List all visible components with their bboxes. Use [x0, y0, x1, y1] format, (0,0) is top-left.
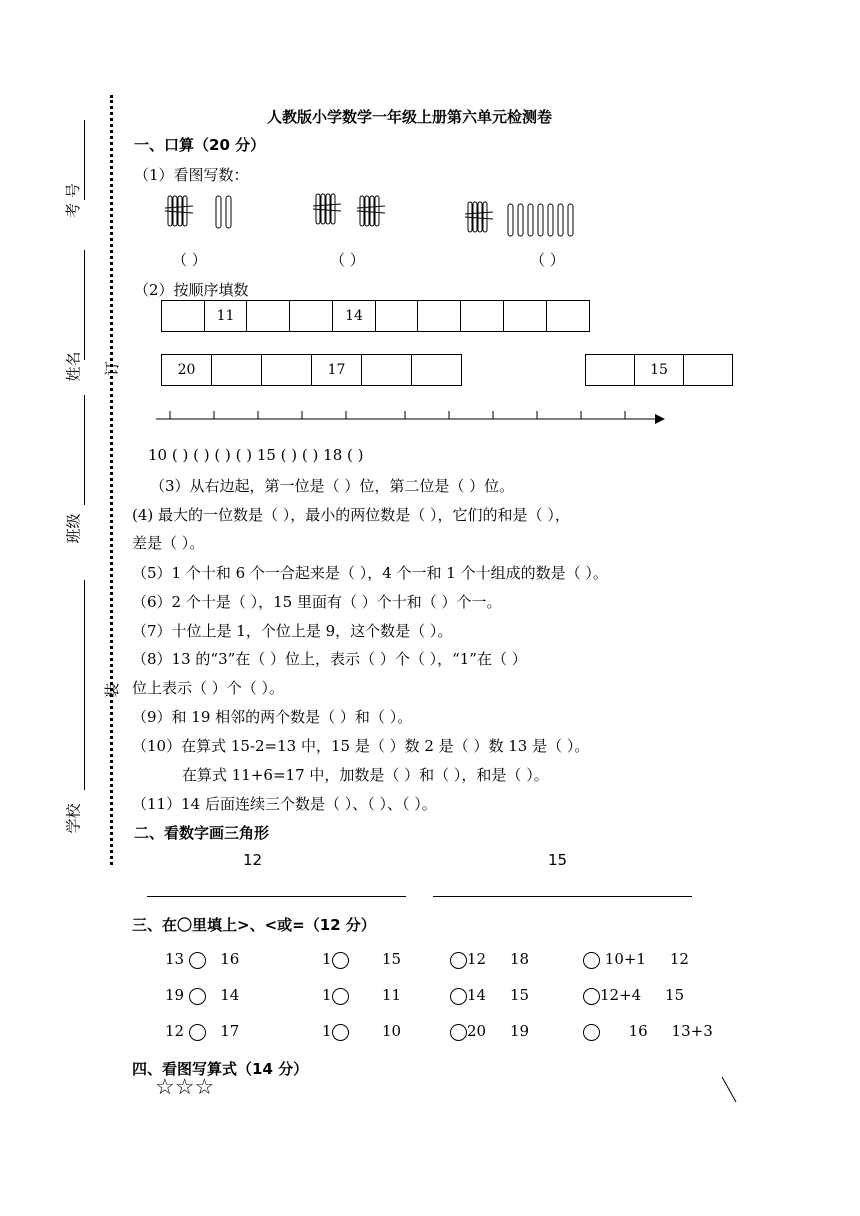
compare-item: 10+1 12 — [583, 950, 689, 969]
compare-circle[interactable] — [450, 1024, 467, 1041]
bundle-icon-2 — [313, 194, 341, 224]
seq-cell[interactable] — [412, 355, 461, 385]
compare-item: 14 15 — [450, 986, 529, 1005]
compare-item: 16 13+3 — [583, 1022, 713, 1041]
exam-no-label: 考 号 — [63, 183, 82, 218]
compare-item: 12 18 — [450, 950, 529, 969]
q1-blank-3[interactable]: （ ） — [530, 251, 565, 269]
q8-line2: 位上表示（ ）个（ ）。 — [132, 679, 285, 697]
class-label: 班级 — [64, 513, 83, 544]
q9: （9）和 19 相邻的两个数是（ ）和（ ）。 — [132, 708, 413, 726]
q10-line2: 在算式 11+6=17 中，加数是（ ）和（ ），和是（ ）。 — [182, 766, 549, 784]
compare-item: 13 16 — [165, 950, 240, 968]
q7: （7）十位上是 1，个位上是 9，这个数是（ ）。 — [132, 622, 453, 640]
binding-dotted-line — [110, 95, 113, 865]
compare-item: 1 10 — [322, 1022, 402, 1040]
single-sticks-3 — [508, 204, 573, 236]
school-label: 学校 — [64, 803, 83, 834]
section3-heading: 三、在〇里填上>、<或=（12 分） — [132, 916, 376, 934]
seq-cell[interactable] — [162, 301, 205, 331]
seq-cell: 20 — [162, 355, 212, 385]
seq-cell: 14 — [333, 301, 376, 331]
compare-circle[interactable] — [332, 1024, 349, 1041]
school-line — [84, 580, 85, 790]
seq-cell[interactable] — [247, 301, 290, 331]
compare-circle[interactable] — [189, 988, 206, 1005]
section1-heading: 一、口算（20 分） — [134, 136, 266, 154]
q1-blank-2[interactable]: （ ） — [330, 251, 365, 269]
seq-cell[interactable] — [586, 355, 635, 385]
compare-item: 1 15 — [322, 950, 402, 968]
binding-zhuang: 装 — [103, 682, 122, 699]
triangle-number-2: 15 — [548, 851, 568, 869]
number-line-labels: 10 ( ) ( ) ( ) ( ) 15 ( ) ( ) 18 ( ) — [148, 446, 364, 464]
triangle-line-2 — [433, 896, 692, 897]
slash-mark — [718, 1075, 740, 1105]
seq-cell[interactable] — [547, 301, 589, 331]
seq-cell[interactable] — [418, 301, 461, 331]
q6: （6）2 个十是（ ），15 里面有（ ）个十和（ ）个一。 — [132, 593, 502, 611]
compare-circle[interactable] — [583, 988, 600, 1005]
seq-cell: 17 — [312, 355, 362, 385]
seq-cell: 15 — [635, 355, 684, 385]
compare-item: 20 19 — [450, 1022, 529, 1041]
sequence-row-3 — [585, 354, 733, 386]
compare-circle[interactable] — [583, 1024, 600, 1041]
compare-circle[interactable] — [583, 952, 600, 969]
seq-cell[interactable] — [376, 301, 418, 331]
triangle-number-1: 12 — [243, 851, 263, 869]
name-line — [84, 250, 85, 360]
q1-label: （1）看图写数： — [134, 166, 249, 184]
bundle-icon-1 — [165, 196, 193, 226]
compare-item: 12+4 15 — [583, 986, 684, 1005]
q11: （11）14 后面连续三个数是（ ）、（ ）、（ ）。 — [132, 795, 437, 813]
compare-item: 1 11 — [322, 986, 402, 1004]
name-label: 姓名 — [64, 351, 83, 382]
page-title: 人教版小学数学一年级上册第六单元检测卷 — [267, 108, 553, 126]
sequence-row-1 — [161, 300, 590, 332]
triangle-line-1 — [147, 896, 406, 897]
compare-circle[interactable] — [450, 988, 467, 1005]
compare-circle[interactable] — [189, 1024, 206, 1041]
seq-cell[interactable] — [504, 301, 547, 331]
section4-heading: 四、看图写算式（14 分） — [132, 1060, 309, 1078]
seq-cell[interactable] — [290, 301, 333, 331]
class-line — [84, 395, 85, 505]
q10-line1: （10）在算式 15-2=13 中，15 是（ ）数 2 是（ ）数 13 是（ ）。 — [132, 737, 590, 755]
compare-item: 12 17 — [165, 1022, 240, 1040]
q5: （5）1 个十和 6 个一合起来是（ ），4 个一和 1 个十组成的数是（ ）。 — [132, 564, 608, 582]
q3: （3）从右边起，第一位是（ ）位，第二位是（ ）位。 — [150, 477, 515, 495]
compare-item: 19 14 — [165, 986, 240, 1004]
seq-cell[interactable] — [362, 355, 412, 385]
q8-line1: （8）13 的“3”在（ ）位上，表示（ ）个（ ），“1”在（ ） — [132, 650, 527, 668]
number-line — [150, 405, 670, 427]
seq-cell[interactable] — [212, 355, 262, 385]
stick-pictures — [160, 192, 600, 240]
star-icons: ☆☆☆ — [155, 1075, 215, 1100]
seq-cell: 11 — [205, 301, 247, 331]
bundle-icon-3 — [357, 196, 385, 226]
bundle-icon-4 — [465, 202, 493, 232]
compare-circle[interactable] — [450, 952, 467, 969]
compare-circle[interactable] — [332, 952, 349, 969]
q4-line1: (4) 最大的一位数是（ ），最小的两位数是（ ），它们的和是（ ）， — [132, 506, 570, 524]
seq-cell[interactable] — [262, 355, 312, 385]
binding-ding: 订 — [103, 360, 122, 377]
section2-heading: 二、看数字画三角形 — [134, 824, 270, 842]
compare-circle[interactable] — [189, 952, 206, 969]
q4-line2: 差是（ ）。 — [132, 534, 205, 552]
seq-cell[interactable] — [461, 301, 504, 331]
q2-label: （2）按顺序填数 — [134, 281, 249, 299]
q1-blank-1[interactable]: （ ） — [172, 251, 207, 269]
single-sticks-1 — [216, 196, 231, 228]
exam-no-line — [84, 120, 85, 200]
seq-cell[interactable] — [684, 355, 732, 385]
compare-circle[interactable] — [332, 988, 349, 1005]
sequence-row-2 — [161, 354, 462, 386]
